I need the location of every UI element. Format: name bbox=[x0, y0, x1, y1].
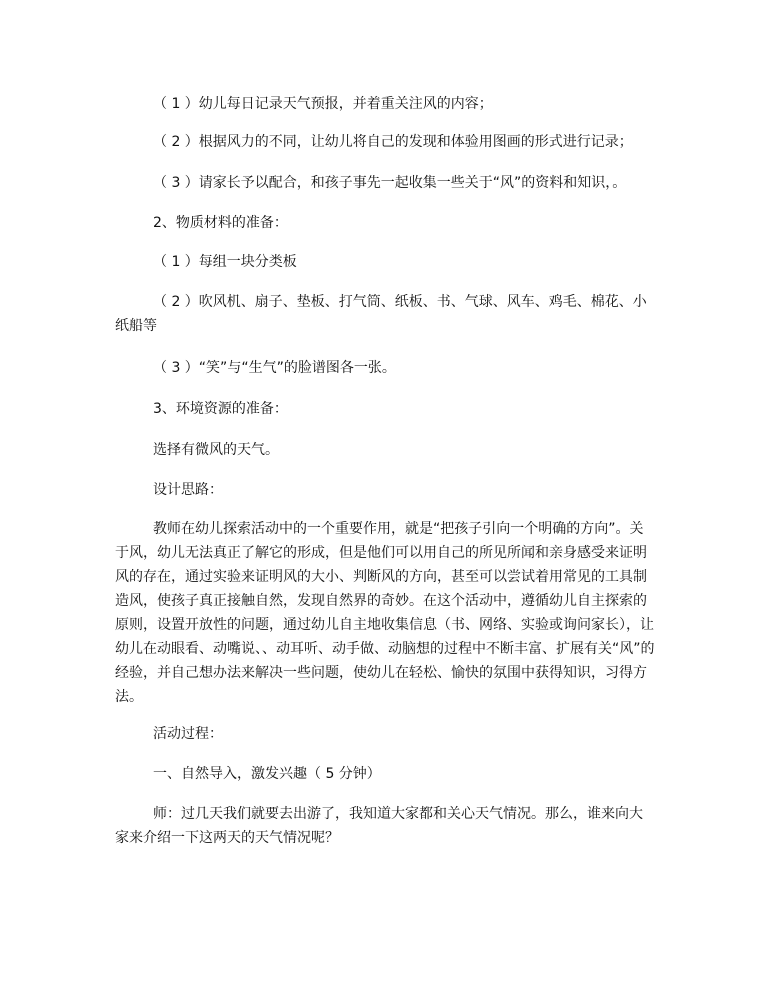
section-heading-design: 设计思路： bbox=[153, 482, 223, 498]
section-heading-intro: 一、自然导入，激发兴趣（ 5 分钟） bbox=[153, 766, 381, 782]
paragraph-material-2: （ 2 ）吹风机、扇子、垫板、打气筒、纸板、书、气球、风车、鸡毛、棉花、小纸船等 bbox=[115, 294, 647, 334]
paragraph-material-1: （ 1 ）每组一块分类板 bbox=[153, 254, 297, 270]
paragraph-prep-2: （ 2 ）根据风力的不同，让幼儿将自己的发现和体验用图画的形式进行记录； bbox=[153, 134, 633, 150]
section-heading-environment: 3、环境资源的准备： bbox=[153, 401, 288, 417]
paragraph-teacher-speech: 师：过几天我们就要去出游了，我知道大家都和关心天气情况。那么，谁来向大家来介绍一下这两天的天气情况呢？ bbox=[115, 806, 643, 846]
paragraph-environment: 选择有微风的天气。 bbox=[153, 442, 279, 458]
paragraph-prep-1: （ 1 ）幼儿每日记录天气预报，并着重关注风的内容； bbox=[153, 96, 493, 112]
section-heading-materials: 2、物质材料的准备： bbox=[153, 215, 288, 231]
paragraph-prep-3: （ 3 ）请家长予以配合，和孩子事先一起收集一些关于“风”的资料和知识，。 bbox=[153, 175, 627, 191]
section-heading-process: 活动过程： bbox=[153, 726, 223, 742]
paragraph-material-3: （ 3 ）“笑”与“生气”的脸谱图各一张。 bbox=[153, 360, 396, 376]
paragraph-design-body: 教师在幼儿探索活动中的一个重要作用，就是“把孩子引向一个明确的方向”。关于风，幼儿无法真正了解它的形成，但是他们可以用自己的所见所闻和亲身感受来证明风的存在，通过实验来证明风的大小、判断风的方向，甚至可以尝试着用常见的工具制造风，使孩子真正接触自然，发现自然界的奇妙。在这个活动中，遵循幼儿自主探索的原则，设置开放性的问题，通过幼儿自主地收集信息（书、网络、实验或询问家长），让幼儿在动眼看、动嘴说、、动耳听、动手做、动脑想的过程中不断丰富、扩展有关“风”的经验，并自己想办法来解决一些问题，使幼儿在轻松、愉快的氛围中获得知识，习得方法。 bbox=[115, 521, 655, 705]
